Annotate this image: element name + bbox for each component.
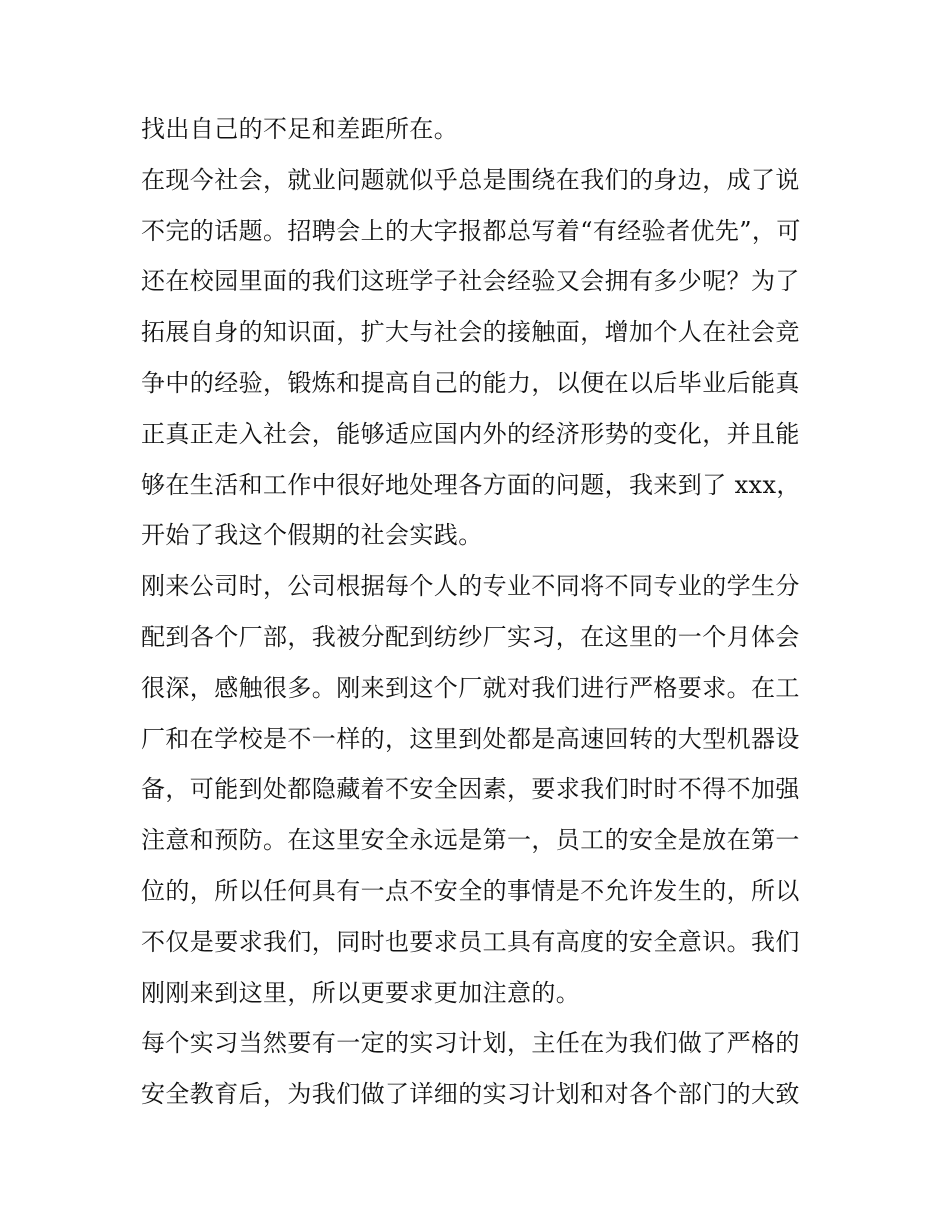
text-line: 备，可能到处都隐藏着不安全因素，要求我们时时不得不加强 <box>141 775 800 804</box>
text-line: 还在校园里面的我们这班学子社会经验又会拥有多少呢？为了 <box>141 267 800 296</box>
text-line: 位的，所以任何具有一点不安全的事情是不允许发生的，所以 <box>141 876 800 905</box>
text-line: 每个实习当然要有一定的实习计划，主任在为我们做了严格的 <box>141 1029 800 1058</box>
body-text <box>141 104 821 1120</box>
text-line: 拓展自身的知识面，扩大与社会的接触面，增加个人在社会竞 <box>141 318 800 347</box>
text-line: 刚刚来到这里，所以更要求更加注意的。 <box>141 978 581 1007</box>
text-line: 不完的话题。招聘会上的大字报都总写着“有经验者优先”，可 <box>141 216 801 245</box>
text-line: 找出自己的不足和差距所在。 <box>141 115 459 143</box>
text-line: 争中的经验，锻炼和提高自己的能力，以便在以后毕业后能真 <box>141 368 800 397</box>
text-line: 刚来公司时，公司根据每个人的专业不同将不同专业的学生分 <box>141 572 800 601</box>
text-line: 注意和预防。在这里安全永远是第一，员工的安全是放在第一 <box>141 826 800 855</box>
text-line: 厂和在学校是不一样的，这里到处都是高速回转的大型机器设 <box>141 724 800 753</box>
text-line: 开始了我这个假期的社会实践。 <box>141 521 483 550</box>
text-line: 很深，感触很多。刚来到这个厂就对我们进行严格要求。在工 <box>141 673 800 702</box>
text-line: 够在生活和工作中很好地处理各方面的问题，我来到了 xxx， <box>141 470 801 499</box>
text-line: 安全教育后，为我们做了详细的实习计划和对各个部门的大致 <box>141 1080 800 1109</box>
text-line: 正真正走入社会，能够适应国内外的经济形势的变化，并且能 <box>141 419 800 448</box>
text-line: 不仅是要求我们，同时也要求员工具有高度的安全意识。我们 <box>141 927 800 956</box>
text-line: 配到各个厂部，我被分配到纺纱厂实习，在这里的一个月体会 <box>141 622 800 651</box>
text-line: 在现今社会，就业问题就似乎总是围绕在我们的身边，成了说 <box>141 165 800 194</box>
